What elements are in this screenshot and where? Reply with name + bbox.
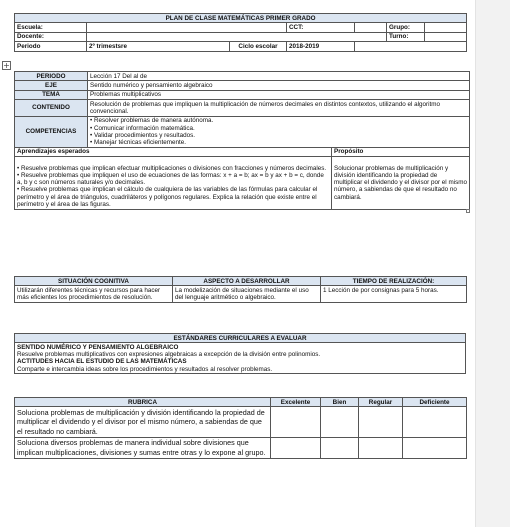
- aspecto-header: ASPECTO A DESARROLLAR: [173, 277, 321, 286]
- estandares-table: [14, 333, 466, 374]
- aprendizajes-list[interactable]: [15, 157, 332, 209]
- competencia-item: • Resolver problemas de manera autónoma.: [90, 117, 214, 125]
- col-regular-header: Regular: [359, 398, 403, 407]
- plan-title: PLAN DE CLASE MATEMÁTICAS PRIMER GRADO: [15, 14, 467, 23]
- aprendizaje-item: • Resuelve problemas que impliquen el uso de ecuaciones de las formas: x + a = b; ax = b y ax + b = c, donde a, b y c son números naturales y/o decimales.: [17, 171, 324, 187]
- window-side-panel: [475, 0, 510, 527]
- cct-label: CCT:: [287, 23, 355, 32]
- periodo-value[interactable]: 2º trimestsre: [87, 42, 230, 51]
- tiempo-value[interactable]: 1 Lección de por consignas para 5 horas.: [321, 286, 467, 303]
- eje-label: EJE: [15, 81, 88, 90]
- situacion-cognitiva-header: SITUACIÓN COGNITIVA: [15, 277, 173, 286]
- estandares-table-block: [14, 333, 466, 374]
- competencia-item: • Validar procedimientos y resultados.: [90, 131, 195, 139]
- rubrica-table-block: [14, 397, 466, 459]
- turno-field[interactable]: [425, 32, 467, 41]
- tema-value[interactable]: Problemas multiplicativos: [88, 90, 470, 99]
- grupo-field[interactable]: [425, 23, 467, 32]
- proposito-value[interactable]: [332, 157, 470, 209]
- rubrica-criterion[interactable]: Soluciona problemas de multiplicación y división identificando la propiedad de multiplicar el dividendo y el divisor por el mismo número, a sabiendas de que el resultado no cambiará.: [15, 407, 271, 437]
- estandares-body[interactable]: [15, 343, 466, 374]
- grupo-label: Grupo:: [387, 23, 425, 32]
- tema-label: TEMA: [15, 90, 88, 99]
- aprendizajes-label: Aprendizajes esperados: [15, 147, 332, 156]
- competencias-list[interactable]: [88, 116, 470, 147]
- tiempo-header: TIEMPO DE REALIZACIÓN:: [321, 277, 467, 286]
- rubrica-cell-bien[interactable]: [321, 437, 359, 458]
- proposito-label: Propósito: [332, 147, 470, 156]
- rubrica-cell-deficiente[interactable]: [403, 437, 467, 458]
- estandares-header: ESTÁNDARES CURRICULARES A EVALUAR: [15, 334, 466, 343]
- competencia-item: • Comunicar información matemática.: [90, 124, 195, 132]
- rubrica-cell-bien[interactable]: [321, 407, 359, 437]
- periodo-label: Periodo: [15, 42, 87, 51]
- contenido-value[interactable]: Resolución de problemas que impliquen la multiplicación de números decimales en distintos contextos, utilizando el algoritmo convencional.: [88, 100, 470, 117]
- aprendizaje-item: • Resuelve problemas que implican efectuar multiplicaciones o divisiones con fracciones y números decimales.: [17, 164, 327, 172]
- periodo-row-label: PERIODO: [15, 72, 88, 81]
- eje-value[interactable]: Sentido numérico y pensamiento algebraico: [88, 81, 470, 90]
- table-move-handle-icon[interactable]: +: [3, 61, 10, 70]
- table-resize-handle[interactable]: [466, 209, 470, 213]
- rubrica-cell-regular[interactable]: [359, 437, 403, 458]
- col-deficiente-header: Deficiente: [403, 398, 467, 407]
- estandar-text: Comparte e intercambia ideas sobre los procedimientos y resultados al resolver problemas.: [17, 365, 273, 373]
- estandar-subtitle: SENTIDO NUMÉRICO Y PENSAMIENTO ALGEBRAICO: [17, 343, 179, 351]
- situacion-table: [14, 276, 467, 303]
- header-table-block: [14, 13, 466, 52]
- aprendizaje-item: • Resuelve problemas que implican el cálculo de cualquiera de las variables de las fórmulas para calcular el perímetro y el área de triángulos, cuadriláteros y polígonos regulares. Explica la relación que existe entre el perímetro y el área de las figuras.: [17, 186, 318, 208]
- turno-label: Turno:: [387, 32, 425, 41]
- proposito-text: Solucionar problemas de multiplicación y división identificando la propiedad de multiplicar el dividendo y el divisor por el mismo número, a sabiendas de que el resultado no cambiará.: [334, 164, 467, 201]
- cct-field[interactable]: [355, 23, 387, 32]
- periodo-blank: [355, 42, 467, 51]
- col-bien-header: Bien: [321, 398, 359, 407]
- escuela-field[interactable]: [87, 23, 287, 32]
- aspecto-value[interactable]: La modelización de situaciones mediante el uso del lenguaje aritmético o algebraico.: [173, 286, 321, 303]
- col-excelente-header: Excelente: [271, 398, 321, 407]
- rubrica-cell-regular[interactable]: [359, 407, 403, 437]
- ciclo-label: Ciclo escolar: [230, 42, 287, 51]
- contenido-label: CONTENIDO: [15, 100, 88, 117]
- table-row: [15, 407, 467, 437]
- rubrica-criterion[interactable]: Soluciona diversos problemas de manera individual sobre divisiones que implican multiplicaciones, divisiones y sumas entre otras y lo expone al grupo.: [15, 437, 271, 458]
- header-table: [14, 13, 467, 52]
- competencia-item: • Manejar técnicas eficientemente.: [90, 138, 187, 146]
- competencias-label: COMPETENCIAS: [15, 116, 88, 147]
- table-row: [15, 437, 467, 458]
- rubrica-cell-excelente[interactable]: [271, 407, 321, 437]
- rubrica-table: [14, 397, 467, 459]
- situacion-cognitiva-value[interactable]: Utilizarán diferentes técnicas y recursos para hacer más eficientes los procedimientos de resolución.: [15, 286, 173, 303]
- escuela-label: Escuela:: [15, 23, 87, 32]
- ciclo-value[interactable]: 2018-2019: [287, 42, 355, 51]
- docente-label: Docente:: [15, 32, 87, 41]
- info-table: [14, 71, 470, 210]
- periodo-row-value[interactable]: Lección 17 Del al de: [88, 72, 470, 81]
- info-table-block: [14, 71, 469, 210]
- estandar-text: Resuelve problemas multiplicativos con expresiones algebraicas a excepción de la división entre polinomios.: [17, 351, 321, 359]
- rubrica-cell-deficiente[interactable]: [403, 407, 467, 437]
- situacion-table-block: [14, 276, 466, 303]
- docente-field[interactable]: [87, 32, 387, 41]
- rubrica-cell-excelente[interactable]: [271, 437, 321, 458]
- estandar-subtitle: ACTITUDES HACIA EL ESTUDIO DE LAS MATEMÁTICAS: [17, 358, 187, 366]
- rubrica-header: RUBRICA: [15, 398, 271, 407]
